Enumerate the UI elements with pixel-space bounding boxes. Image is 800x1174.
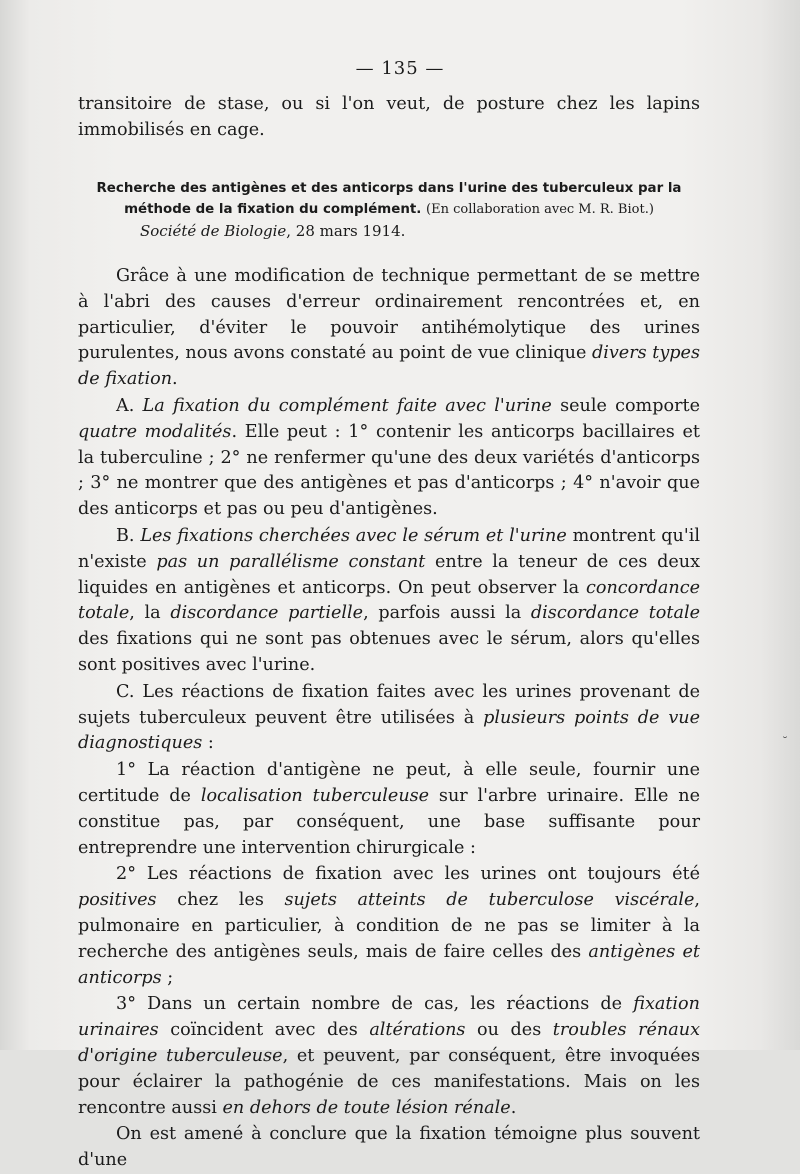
emphasis-text: en dehors de toute lésion rénale — [222, 1097, 511, 1118]
reference-date: , 28 mars 1914. — [286, 222, 406, 240]
emphasis-text: fixation urinaires — [78, 994, 700, 1041]
emphasis-text: troubles rénaux d'origine tuberculeuse — [78, 1020, 700, 1066]
heading-title: Recherche des antigènes et des anticorps dans l'urine des tuberculeux par la méthode de la fixation du complément. — [96, 181, 682, 217]
intro-paragraph: transitoire de stase, ou si l'on veut, de posture chez les lapins immobilisés en cage. — [78, 94, 700, 140]
paragraph-text: 3° Dans un certain nombre de cas, les réactions de — [116, 994, 634, 1015]
emphasis-text: antigènes et anticorps — [78, 941, 701, 988]
paragraph-text: B. — [116, 525, 141, 546]
paragraph-text: coïncident avec des — [158, 1020, 370, 1041]
emphasis-text: altérations — [369, 1020, 466, 1041]
emphasis-text: sujets atteints de tuberculose viscérale — [284, 890, 695, 911]
paragraph-text: sur l'arbre urinaire. Elle ne constitue pas, par conséquent, une base suffisante pour entreprendre une intervention chirurgicale : — [78, 785, 700, 858]
paragraph-text: des fixations qui ne sont pas obtenues avec le sérum, alors qu'elles sont positives avec l'urine. — [78, 629, 700, 675]
emphasis-text: discordance partielle — [170, 603, 364, 624]
body-paragraph — [78, 758, 700, 861]
emphasis-text: discordance totale — [530, 603, 700, 624]
paragraph-text: On est amené à conclure que la fixation témoigne plus souvent d'une — [78, 1124, 700, 1171]
body-paragraph — [78, 680, 700, 757]
body-paragraph — [78, 862, 700, 991]
body-paragraph — [78, 264, 700, 393]
page-number: — 135 — — [355, 58, 445, 79]
paragraph-text: ; — [161, 967, 174, 988]
paragraph-text: montrent qu'il n'existe — [78, 525, 700, 572]
paragraph-text: Grâce à une modification de technique permettant de se mettre à l'abri des causes d'erreur ordinairement rencontrées et, en particulier, d'éviter le pouvoir antihémolytique des urines purulentes, nous avons constaté au point de vue clinique — [78, 266, 700, 364]
emphasis-text: quatre modalités — [78, 421, 232, 442]
paragraph-text: , la — [129, 603, 171, 624]
emphasis-text: concordance totale — [78, 577, 700, 624]
body-paragraph — [78, 992, 700, 1121]
emphasis-text: localisation tuberculeuse — [200, 785, 430, 806]
paragraph-text: C. Les réactions de fixation faites avec les urines provenant de sujets tuberculeux peuvent être utilisées à — [78, 681, 700, 728]
paragraph-text: . — [172, 369, 178, 390]
body-text — [78, 264, 700, 1174]
emphasis-text: La fixation du complément faite avec l'urine — [142, 395, 552, 416]
paragraph-text: A. — [116, 395, 143, 416]
paragraph-text: ou des — [465, 1020, 553, 1041]
emphasis-text: pas un parallélisme constant — [156, 551, 426, 572]
paragraph-text: chez les — [156, 890, 285, 911]
body-paragraph — [78, 1122, 700, 1174]
reference-line — [140, 221, 405, 241]
paragraph-text: . Elle peut : 1° contenir les anticorps bacillaires et la tuberculine ; 2° ne renfermer qu'une des deux variétés d'anticorps ; 3° ne montrer que des antigènes et pas d'anticorps ; 4° n'avoir que des anticorps et pas ou peu d'antigènes. — [78, 421, 700, 520]
emphasis-text: plusieurs points de vue diagnostiques — [78, 707, 701, 754]
paragraph-text: seule comporte — [551, 395, 700, 416]
paragraph-text: 1° La réaction d'antigène ne peut, à elle seule, fournir une certitude de — [78, 760, 700, 806]
paragraph-text: entre la teneur de ces deux liquides en antigènes et anticorps. On peut observer la — [78, 551, 701, 598]
body-paragraph — [78, 524, 700, 679]
emphasis-text: divers types de fixation — [78, 343, 700, 390]
paragraph-text: , parfois aussi la — [363, 603, 531, 624]
margin-mark: ˘ — [782, 735, 788, 749]
body-paragraph — [78, 394, 700, 523]
reference-society: Société de Biologie — [140, 222, 287, 240]
paragraph-text: : — [202, 733, 214, 754]
paragraph-text: 2° Les réactions de fixation avec les urines ont toujours été — [116, 864, 700, 885]
emphasis-text: positives — [78, 890, 157, 911]
paragraph-text: , et peuvent, par conséquent, être invoquées pour éclairer la pathogénie de ces manifestations. Mais on les rencontre aussi — [78, 1045, 700, 1118]
emphasis-text: Les fixations cherchées avec le sérum et l'urine — [140, 525, 567, 546]
paragraph-text: . — [510, 1097, 517, 1118]
paragraph-text: , pulmonaire en particulier, à condition de ne pas se limiter à la recherche des antigènes seuls, mais de faire celles des — [78, 890, 700, 962]
section-heading — [78, 178, 700, 220]
intro-block — [78, 92, 700, 144]
heading-collaboration: (En collaboration avec M. R. Biot.) — [426, 202, 654, 217]
